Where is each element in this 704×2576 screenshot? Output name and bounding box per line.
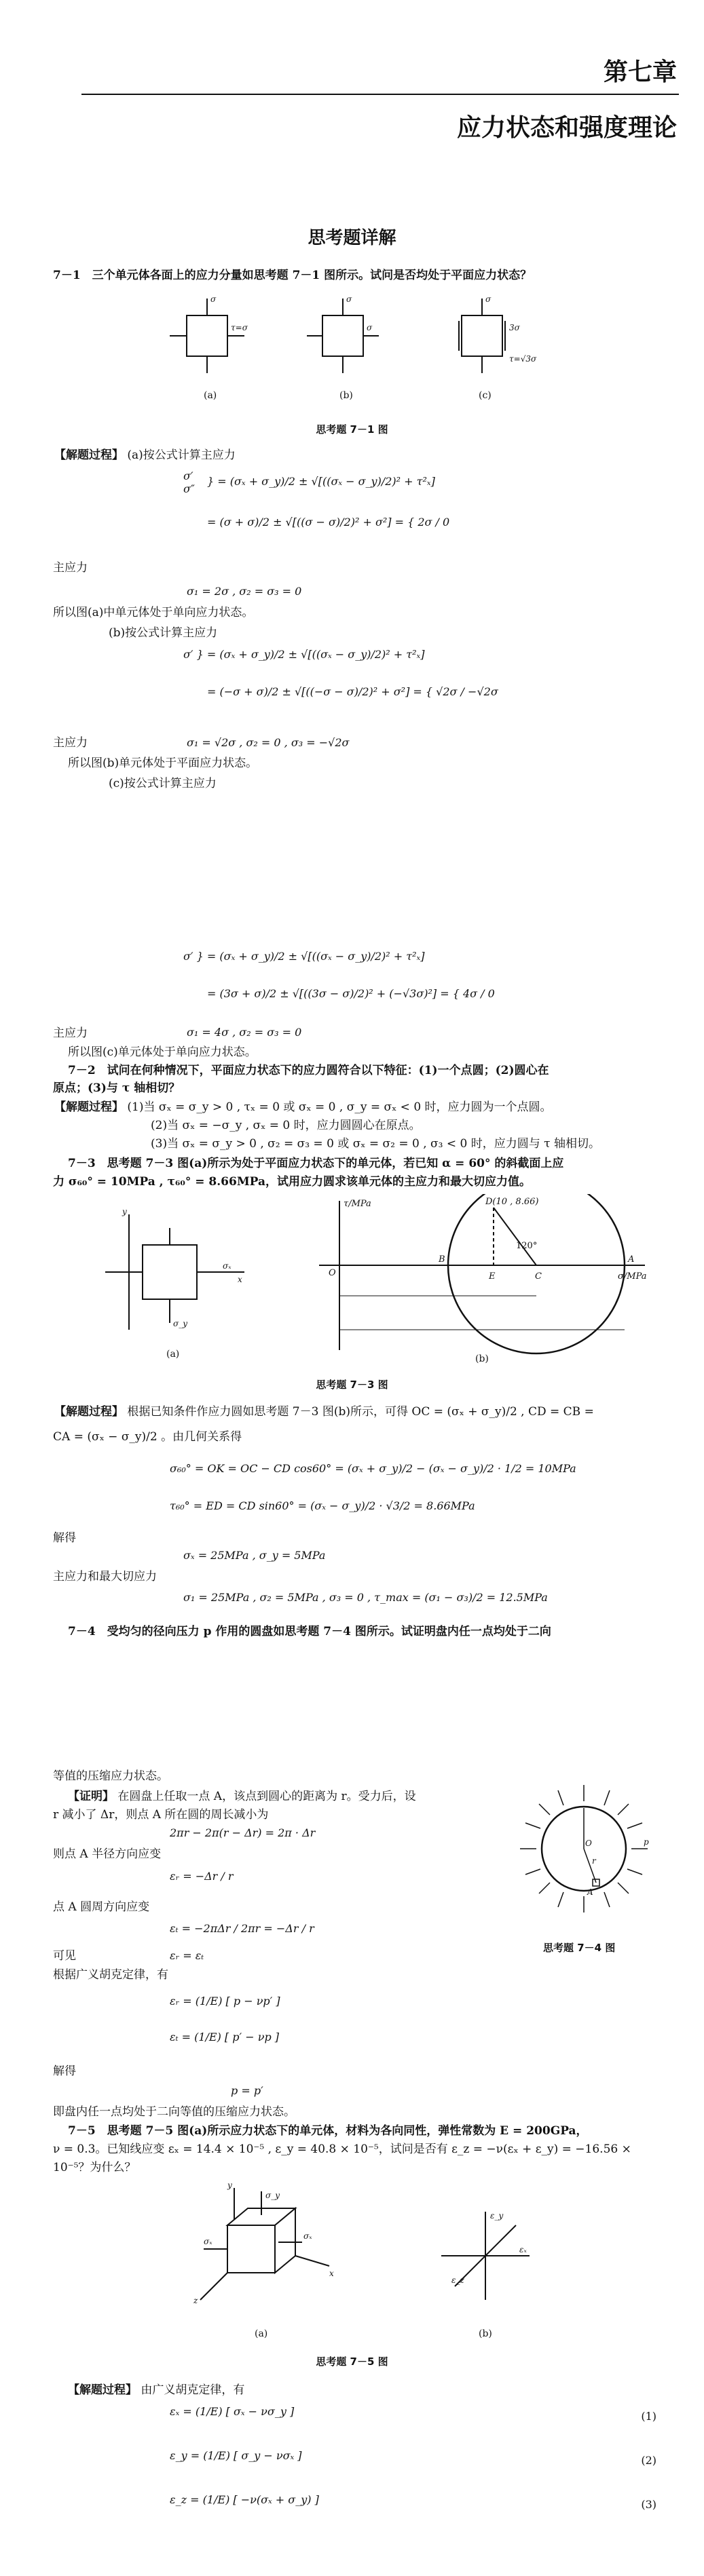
svg-text:σₓ: σₓ bbox=[303, 2231, 312, 2241]
q7-5-text-2: ν = 0.3。已知线应变 εₓ = 14.4 × 10⁻⁵ , ε_y = 40.8 × 10⁻⁵，试问是否有 ε_z = −ν(εₓ + ε_y) = −16.56 × bbox=[53, 2142, 631, 2156]
svg-text:O: O bbox=[585, 1839, 592, 1848]
fig-7-5-caption: 思考题 7－5 图 bbox=[316, 2356, 388, 2368]
fig-7-3-caption: 思考题 7－3 图 bbox=[316, 1379, 388, 1391]
q7-5-text-1: 7－5 思考题 7－5 图(a)所示应力状态下的单元体，材料为各向同性，弹性常数为 E = 200GPa， bbox=[68, 2124, 588, 2138]
q7-2-text-2: 原点；(3)与 τ 轴相切？ bbox=[53, 1081, 181, 1095]
q7-3-text-1: 7－3 思考题 7－3 图(a)所示为处于平面应力状态下的单元体，若已知 α = 60° 的斜截面上应 bbox=[68, 1157, 564, 1170]
fig-7-5-label-a: (a) bbox=[255, 2328, 268, 2339]
svg-text:3σ: 3σ bbox=[509, 323, 520, 332]
pt-e: E bbox=[489, 1271, 496, 1282]
a-result: 所以图(a)中单元体处于单向应力状态。 bbox=[53, 606, 254, 619]
b-result: 所以图(b)单元体处于平面应力状态。 bbox=[68, 756, 258, 770]
svg-text:p: p bbox=[644, 1837, 649, 1847]
svg-text:σ: σ bbox=[210, 294, 217, 304]
q7-4-proof bbox=[68, 1788, 416, 1805]
q7-4-eq-c: 2πr − 2π(r − Δr) = 2π · Δr bbox=[170, 1826, 316, 1839]
point-d-label: D(10 , 8.66) bbox=[485, 1197, 539, 1207]
svg-text:σ_y: σ_y bbox=[265, 2191, 280, 2200]
q7-4-eq-eq: εᵣ = εₜ bbox=[170, 1949, 204, 1962]
svg-text:y: y bbox=[227, 2180, 232, 2190]
taxis-label: τ/MPa bbox=[344, 1199, 371, 1209]
chapter-label: 第七章 bbox=[603, 58, 677, 86]
svg-text:x: x bbox=[238, 1275, 242, 1284]
svg-text:σₓ: σₓ bbox=[204, 2237, 212, 2246]
svg-text:σₓ: σₓ bbox=[223, 1261, 231, 1271]
q7-4-text-1: 7－4 受均匀的径向压力 p 作用的圆盘如思考题 7－4 图所示。试证明盘内任一点均处于二向 bbox=[68, 1625, 551, 1638]
formula-c-1: σ′ } = (σₓ + σ_y)/2 ± √[((σₓ − σ_y)/2)² + τ²ₓ] bbox=[183, 950, 425, 963]
figure-7-4 bbox=[516, 1781, 652, 1917]
q7-4-p3: 则点 A 半径方向应变 bbox=[53, 1847, 162, 1861]
svg-text:x: x bbox=[329, 2269, 334, 2278]
q7-1-text: 7－1 三个单元体各面上的应力分量如思考题 7－1 图所示。试问是否均处于平面应力状态？ bbox=[53, 269, 532, 282]
fig-7-3-label-b: (b) bbox=[475, 1353, 489, 1364]
process-label-5: 【解题过程】 bbox=[68, 2383, 137, 2397]
eqnum-2: (2) bbox=[641, 2454, 656, 2467]
q7-4-p1: 在圆盘上任取一点 A，该点到圆心的距离为 r。受力后，设 bbox=[117, 1790, 416, 1803]
fig-7-1-label-c: (c) bbox=[479, 390, 492, 401]
q7-4-p4: 点 A 圆周方向应变 bbox=[53, 1900, 150, 1914]
svg-text:A: A bbox=[587, 1887, 593, 1897]
svg-text:z: z bbox=[193, 2296, 198, 2305]
q7-4-hooke-1: εᵣ = (1/E) [ p − νp′ ] bbox=[170, 1995, 280, 2007]
fig-7-1-label-b: (b) bbox=[339, 390, 353, 401]
q7-5-text-3: 10⁻⁵？为什么？ bbox=[53, 2161, 136, 2174]
angle-label: 120° bbox=[516, 1241, 538, 1251]
svg-text:σ: σ bbox=[485, 294, 492, 304]
q7-3-text-2: 力 σ₆₀° = 10MPa , τ₆₀° = 8.66MPa，试用应力圆求该单元体的主应力和最大切应力值。 bbox=[53, 1175, 531, 1189]
c-values: σ₁ = 4σ , σ₂ = σ₃ = 0 bbox=[187, 1026, 302, 1039]
q7-4-p2: r 减小了 Δr，则点 A 所在圆的周长减小为 bbox=[53, 1808, 269, 1822]
q7-4-p6: 根据广义胡克定律，有 bbox=[53, 1968, 168, 1982]
c-result: 所以图(c)单元体处于单向应力状态。 bbox=[68, 1045, 257, 1059]
formula-a-3: = (σ + σ)/2 ± √[((σ − σ)/2)² + σ²] = { 2σ / 0 bbox=[207, 516, 450, 528]
saxis-label: σ/MPa bbox=[618, 1271, 647, 1282]
fig-7-3-label-a: (a) bbox=[166, 1349, 180, 1360]
formula-c-2: = (3σ + σ)/2 ± √[((3σ − σ)/2)² + (−√3σ)²] = { 4σ / 0 bbox=[207, 987, 495, 1000]
svg-text:r: r bbox=[592, 1856, 596, 1866]
q7-1-a-intro: (a)按公式计算主应力 bbox=[127, 448, 236, 462]
header-rule bbox=[81, 94, 679, 95]
pt-c: C bbox=[535, 1271, 542, 1282]
fig-7-5-label-b: (b) bbox=[479, 2328, 492, 2339]
q7-4-text-2: 等值的压缩应力状态。 bbox=[53, 1769, 168, 1783]
q7-3-eq1: σ₆₀° = OK = OC − CD cos60° = (σₓ + σ_y)/2 − (σₓ − σ_y)/2 · 1/2 = 10MPa bbox=[170, 1462, 576, 1475]
svg-text:ε_z: ε_z bbox=[451, 2275, 464, 2285]
b-intro: (b)按公式计算主应力 bbox=[109, 626, 218, 640]
svg-text:τ=σ: τ=σ bbox=[231, 323, 248, 332]
q7-2-ans-1 bbox=[54, 1098, 552, 1116]
q7-3-sol: σₓ = 25MPa , σ_y = 5MPa bbox=[183, 1549, 326, 1562]
formula-b-2: = (−σ + σ)/2 ± √[((−σ − σ)/2)² + σ²] = { √2σ / −√2σ bbox=[207, 685, 498, 698]
svg-text:εₓ: εₓ bbox=[519, 2245, 527, 2254]
svg-text:ε_y: ε_y bbox=[490, 2211, 504, 2221]
q7-3-solve: 解得 bbox=[53, 1531, 76, 1545]
figure-7-5-a bbox=[173, 2178, 350, 2327]
svg-text:σ_y: σ_y bbox=[173, 1319, 187, 1328]
formula-a-1: σ′ σ″ bbox=[183, 469, 195, 495]
pt-a: A bbox=[628, 1254, 635, 1265]
q7-5-p1 bbox=[68, 2381, 244, 2399]
a-values: σ₁ = 2σ , σ₂ = σ₃ = 0 bbox=[187, 585, 302, 598]
q7-4-p8: 即盘内任一点均处于二向等值的压缩应力状态。 bbox=[53, 2105, 295, 2119]
q7-4-hooke-2: εₜ = (1/E) [ p′ − νp ] bbox=[170, 2031, 280, 2043]
pt-o: O bbox=[329, 1268, 336, 1278]
q7-1-process bbox=[54, 446, 236, 464]
figure-7-1 bbox=[143, 288, 563, 397]
process-label: 【解题过程】 bbox=[54, 448, 124, 462]
main-stress-label-a: 主应力 bbox=[53, 561, 88, 575]
q7-2-text-1: 7－2 试问在何种情况下，平面应力状态下的应力圆符合以下特征：(1)一个点圆；(2)圆心在 bbox=[68, 1064, 549, 1077]
q7-4-p5: 可见 bbox=[53, 1949, 76, 1963]
q7-3-p1-text: 根据已知条件作应力圆如思考题 7－3 图(b)所示，可得 OC = (σₓ + σ_y)/2 , CD = CB = bbox=[127, 1405, 594, 1419]
svg-text:σ: σ bbox=[346, 294, 352, 304]
svg-text:τ=√3σ: τ=√3σ bbox=[509, 354, 537, 364]
fig-7-1-label-a: (a) bbox=[204, 390, 217, 401]
proof-label: 【证明】 bbox=[68, 1790, 114, 1803]
section-title: 思考题详解 bbox=[308, 228, 396, 248]
q7-2-ans-2: (2)当 σₓ = −σ_y , σₓ = 0 时，应力圆圆心在原点。 bbox=[151, 1119, 421, 1132]
formula-b-1: σ′ } = (σₓ + σ_y)/2 ± √[((σₓ − σ_y)/2)² + τ²ₓ] bbox=[183, 648, 425, 661]
formula-a-2: } = (σₓ + σ_y)/2 ± √[((σₓ − σ_y)/2)² + τ²ₓ] bbox=[207, 475, 435, 488]
eqnum-1: (1) bbox=[641, 2410, 656, 2423]
q7-2-ans-3: (3)当 σₓ = σ_y > 0 , σ₂ = σ₃ = 0 或 σₓ = σ₂ = 0 , σ₃ < 0 时，应力圆与 τ 轴相切。 bbox=[151, 1137, 600, 1151]
process-label-2: 【解题过程】 bbox=[54, 1100, 124, 1114]
main-stress-label-b: 主应力 bbox=[53, 736, 88, 750]
q7-3-final: σ₁ = 25MPa , σ₂ = 5MPa , σ₃ = 0 , τ_max = (σ₁ − σ₃)/2 = 12.5MPa bbox=[183, 1591, 548, 1604]
eqnum-3: (3) bbox=[641, 2498, 656, 2511]
q7-3-main-label: 主应力和最大切应力 bbox=[53, 1570, 157, 1583]
figure-7-5-b bbox=[434, 2205, 536, 2307]
q7-5-eq-3: ε_z = (1/E) [ −ν(σₓ + σ_y) ] bbox=[170, 2493, 319, 2506]
chapter-title: 应力状态和强度理论 bbox=[456, 114, 677, 142]
q7-5-eq-1: εₓ = (1/E) [ σₓ − νσ_y ] bbox=[170, 2405, 295, 2418]
q7-5-p1-text: 由广义胡克定律，有 bbox=[141, 2383, 245, 2397]
q7-4-p7: 解得 bbox=[53, 2064, 76, 2078]
q7-3-p2: CA = (σₓ − σ_y)/2 。由几何关系得 bbox=[53, 1430, 242, 1444]
fig-7-4-caption: 思考题 7－4 图 bbox=[543, 1942, 616, 1954]
q7-2-ans-1-text: (1)当 σₓ = σ_y > 0 , τₓ = 0 或 σₓ = 0 , σ_y = σₓ < 0 时，应力圆为一个点圆。 bbox=[127, 1100, 552, 1114]
figure-7-3-a bbox=[102, 1201, 258, 1343]
q7-4-er: εᵣ = −Δr / r bbox=[170, 1870, 234, 1883]
svg-text:σ: σ bbox=[367, 323, 373, 332]
c-intro: (c)按公式计算主应力 bbox=[109, 777, 217, 790]
q7-3-eq2: τ₆₀° = ED = CD sin60° = (σₓ − σ_y)/2 · √3/2 = 8.66MPa bbox=[170, 1499, 475, 1512]
pt-b: B bbox=[439, 1254, 445, 1265]
main-stress-label-c: 主应力 bbox=[53, 1026, 88, 1040]
q7-5-eq-2: ε_y = (1/E) [ σ_y − νσₓ ] bbox=[170, 2449, 302, 2462]
b-values: σ₁ = √2σ , σ₂ = 0 , σ₃ = −√2σ bbox=[187, 736, 350, 749]
fig-7-1-caption: 思考题 7－1 图 bbox=[316, 423, 388, 436]
q7-3-p1 bbox=[54, 1403, 594, 1421]
svg-text:y: y bbox=[122, 1207, 127, 1216]
process-label-3: 【解题过程】 bbox=[54, 1405, 124, 1419]
q7-4-eq-p: p = p′ bbox=[231, 2084, 263, 2097]
q7-4-et: εₜ = −2πΔr / 2πr = −Δr / r bbox=[170, 1922, 314, 1935]
figure-7-3-b bbox=[319, 1194, 659, 1364]
